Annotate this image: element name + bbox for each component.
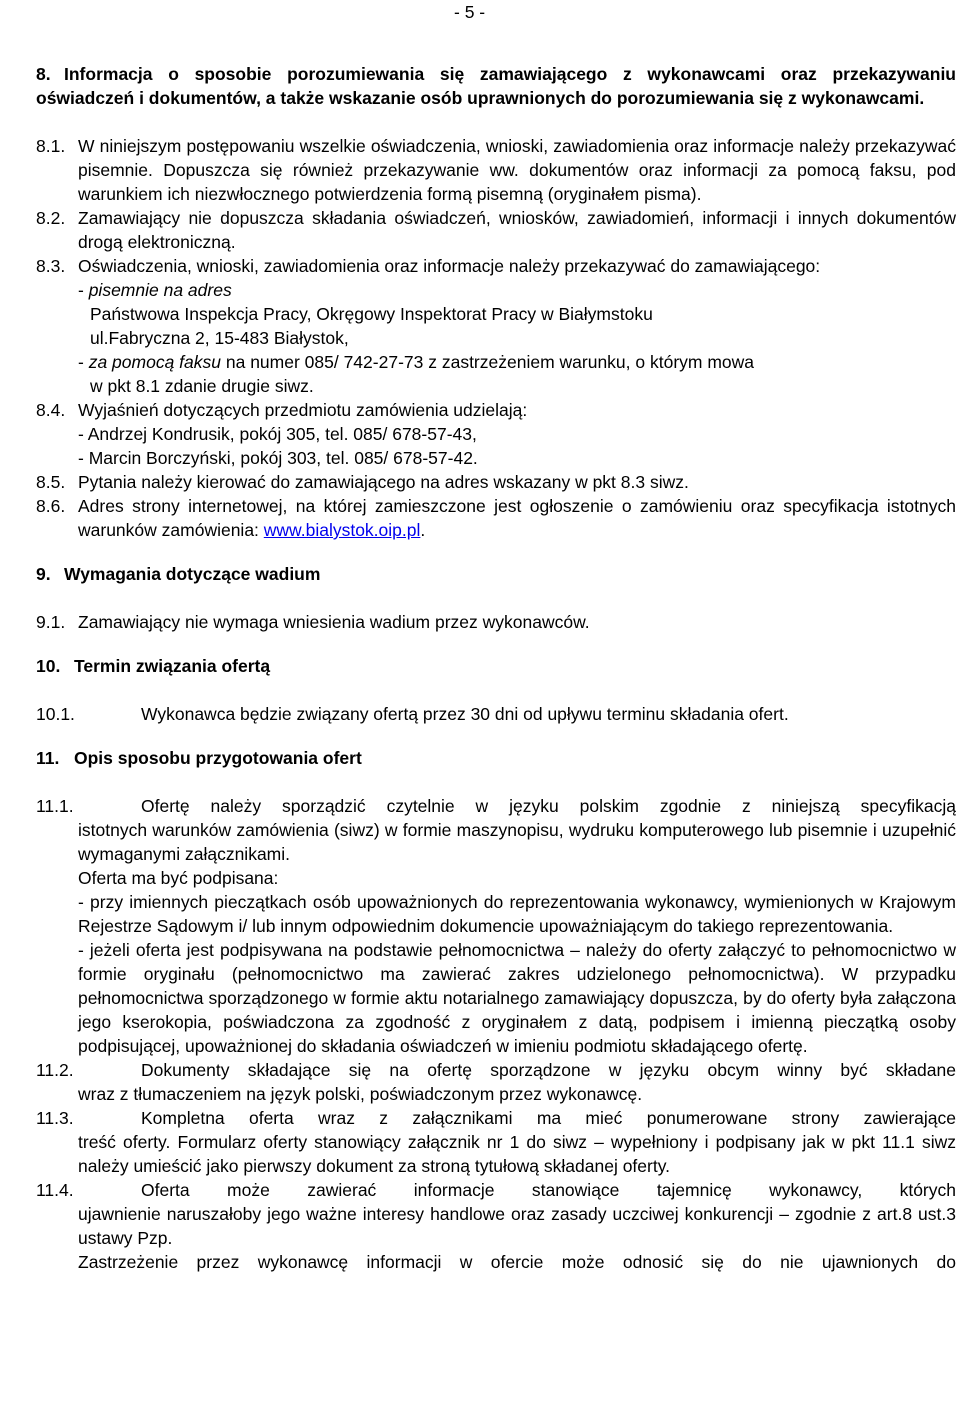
item-number: 8.3. xyxy=(36,256,66,276)
fax-label: za pomocą faksu xyxy=(88,352,221,372)
item-8-2 xyxy=(36,206,956,254)
item-number: 8.4. xyxy=(36,400,66,420)
contact-person: - Marcin Borczyński, pokój 303, tel. 085/ 678-57-42. xyxy=(78,448,478,468)
section-title: Wymagania dotyczące wadium xyxy=(64,564,321,584)
item-11-2 xyxy=(36,1058,956,1106)
section-number: 11. xyxy=(36,748,60,768)
item-9-1 xyxy=(36,610,956,634)
item-text: treść oferty. Formularz oferty stanowiący załącznik nr 1 do siwz – wypełniony i podpisany jak w pkt 11.1 siwz należy umieścić jako pierwszy dokument za stroną tytułową składanej oferty. xyxy=(78,1132,956,1176)
section-9-heading xyxy=(36,562,956,586)
item-text-lead: Kompletna oferta wraz z załącznikami ma mieć ponumerowane strony zawierające xyxy=(141,1108,956,1128)
item-11-3 xyxy=(36,1106,956,1178)
item-number: 9.1. xyxy=(36,612,66,632)
section-11-heading xyxy=(36,746,956,770)
dash: - xyxy=(78,280,89,300)
item-8-1 xyxy=(36,134,956,206)
item-text: Oświadczenia, wnioski, zawiadomienia oraz informacje należy przekazywać do zamawiającego: xyxy=(78,256,821,276)
section-title: Opis sposobu przygotowania ofert xyxy=(74,748,362,768)
item-10-1 xyxy=(36,702,956,726)
written-label: pisemnie na adres xyxy=(88,280,232,300)
item-number: 11.3. xyxy=(36,1108,74,1128)
item-text-lead: Oferta może zawierać informacje stanowiące tajemnicę wykonawcy, których xyxy=(141,1180,956,1200)
item-number: 11.4. xyxy=(36,1180,74,1200)
item-8-6: 8.6. Adres strony internetowej, na której zamieszczone jest ogłoszenie o zamówieniu oraz specyfikacja istotnych warunków zamówienia: www.bialystok.oip.pl. xyxy=(36,496,956,540)
section-10-heading xyxy=(36,654,956,678)
item-text: Wyjaśnień dotyczących przedmiotu zamówienia udzielają: xyxy=(78,400,528,420)
item-8-4 xyxy=(36,398,956,470)
fax-text: na numer 085/ 742-27-73 z zastrzeżeniem warunku, o którym mowa xyxy=(221,352,755,372)
item-text: Pytania należy kierować do zamawiającego na adres wskazany w pkt 8.3 siwz. xyxy=(78,472,689,492)
item-text: Adres strony internetowej, na której zamieszczone jest ogłoszenie o zamówieniu oraz specyfikacja istotnych warunków zamówienia: xyxy=(78,496,956,540)
contact-person: - Andrzej Kondrusik, pokój 305, tel. 085/ 678-57-43, xyxy=(78,424,477,444)
page-number: - 5 - xyxy=(454,2,486,22)
item-number: 8.2. xyxy=(36,208,66,228)
item-text: Zamawiający nie dopuszcza składania oświadczeń, wniosków, zawiadomień, informacji i innych dokumentów drogą elektroniczną. xyxy=(78,208,956,252)
address-line-2: ul.Fabryczna 2, 15-483 Białystok, xyxy=(90,328,349,348)
item-text: Zamawiający nie wymaga wniesienia wadium przez wykonawców. xyxy=(78,612,590,632)
bullet-text: - jeżeli oferta jest podpisywana na podstawie pełnomocnictwa – należy do oferty załączyć to pełnomocnictwo w formie oryginału (pełnomocnictwo ma zawierać zakres udzielonego pełnomocnictwa). W przypadku pełnomocnictwa sporządzonego w formie aktu notarialnego zamawiający dopuszcza, by do oferty była załączona jego kserokopia, poświadczona za zgodność z oryginałem z datą, podpisem i imienną pieczątką osoby podpisującej, upoważnionej do składania oświadczeń w imieniu podmiotu składającego ofertę. xyxy=(78,940,956,1056)
item-number: 8.5. xyxy=(36,472,66,492)
item-text: W niniejszym postępowaniu wszelkie oświadczenia, wnioski, zawiadomienia oraz informacje należy przekazywać pisemnie. Dopuszcza się również przekazywanie ww. dokumentów oraz informacji za pomocą faksu, pod warunkiem ich niezwłocznego potwierdzenia formą pisemną (oryginałem pisma). xyxy=(78,136,956,204)
section-number: 9. xyxy=(36,564,51,584)
item-text: ujawnienie naruszałoby jego ważne interesy handlowe oraz zasady uczciwej konkurencji – zgodnie z art.8 ust.3 ustawy Pzp. xyxy=(78,1204,956,1248)
website-link[interactable]: www.bialystok.oip.pl xyxy=(263,520,421,540)
document-body xyxy=(36,62,956,1274)
section-8-heading xyxy=(36,62,956,110)
item-text: Zastrzeżenie przez wykonawcę informacji w ofercie może odnosić się do nie ujawnionych do xyxy=(78,1252,956,1272)
signed-label: Oferta ma być podpisana: xyxy=(78,868,279,888)
section-title: Informacja o sposobie porozumiewania się zamawiającego z wykonawcami oraz przekazywaniu oświadczeń i dokumentów, a także wskazanie osób uprawnionych do porozumiewania się z wykonawcami. xyxy=(36,64,956,108)
item-number: 8.1. xyxy=(36,136,66,156)
item-text: Wykonawca będzie związany ofertą przez 30 dni od upływu terminu składania ofert. xyxy=(141,704,789,724)
item-text: istotnych warunków zamówienia (siwz) w formie maszynopisu, wydruku komputerowego lub pisemnie i uzupełnić wymaganymi załącznikami. xyxy=(78,820,956,864)
item-text-lead: Ofertę należy sporządzić czytelnie w języku polskim zgodnie z niniejszą specyfikacją xyxy=(141,796,956,816)
bullet-text: - przy imiennych pieczątkach osób upoważnionych do reprezentowania wykonawcy, wymienionych w Krajowym Rejestrze Sądowym i/ lub innym odpowiednim dokumencie upoważniającym do takiego reprezentowania. xyxy=(78,892,956,936)
item-11-1 xyxy=(36,794,956,1058)
section-title: Termin związania ofertą xyxy=(74,656,271,676)
item-number: 10.1. xyxy=(36,704,75,724)
item-number: 11.1. xyxy=(36,796,74,816)
item-text: wraz z tłumaczeniem na język polski, poświadczonym przez wykonawcę. xyxy=(78,1084,643,1104)
address-line-1: Państwowa Inspekcja Pracy, Okręgowy Inspektorat Pracy w Białymstoku xyxy=(90,304,653,324)
item-8-3 xyxy=(36,254,956,398)
dash: - xyxy=(78,352,89,372)
item-8-5 xyxy=(36,470,956,494)
item-text-lead: Dokumenty składające się na ofertę sporządzone w języku obcym winny być składane xyxy=(141,1060,956,1080)
item-number: 11.2. xyxy=(36,1060,74,1080)
section-number: 10. xyxy=(36,656,61,676)
section-number: 8. xyxy=(36,64,51,84)
item-number: 8.6. xyxy=(36,496,66,516)
fax-text-continued: w pkt 8.1 zdanie drugie siwz. xyxy=(90,376,314,396)
item-11-4 xyxy=(36,1178,956,1274)
